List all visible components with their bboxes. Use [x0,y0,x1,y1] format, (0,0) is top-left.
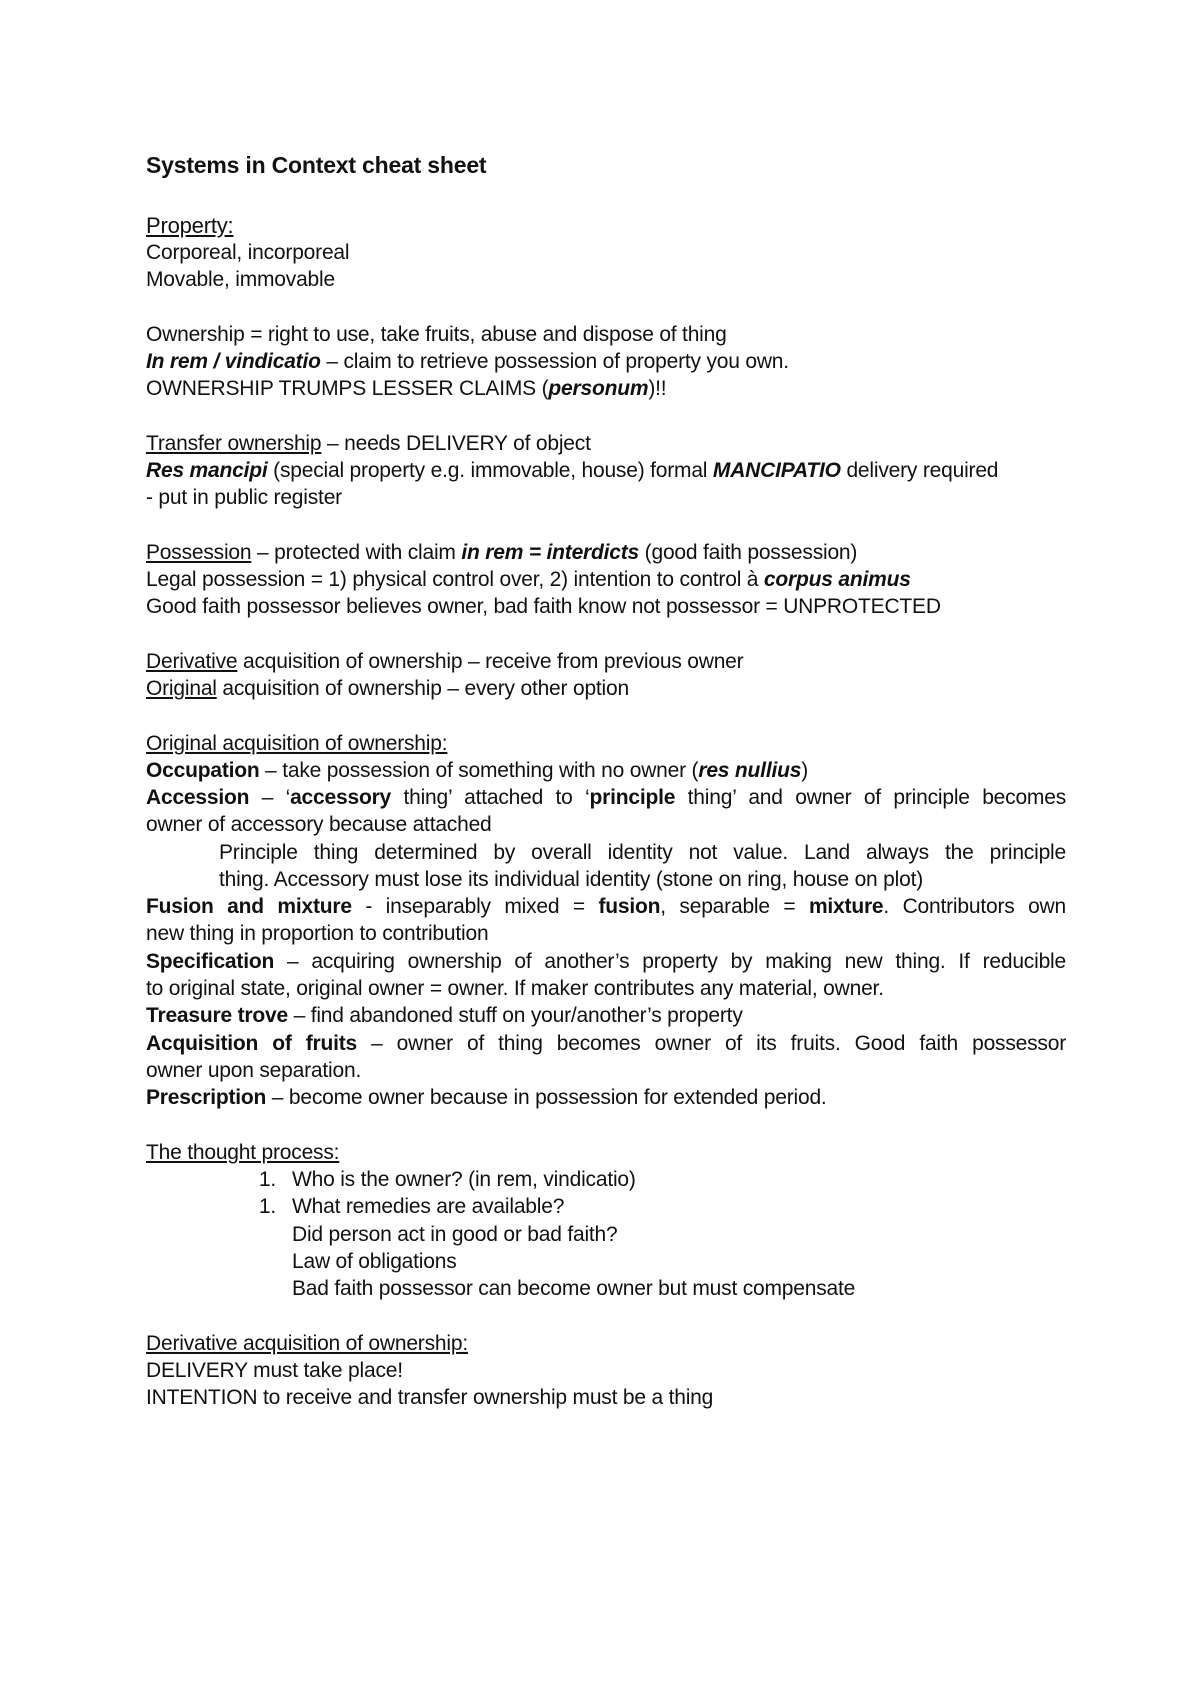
ownership-trumps-line [146,376,1066,402]
term: corpus animus [763,568,911,591]
text: thing’ and owner of principle becomes [675,786,1067,809]
thought-heading: The thought process: [146,1141,340,1164]
original-line [146,676,1066,702]
term: Original [146,677,217,700]
text: OWNERSHIP TRUMPS LESSER CLAIMS ( [146,377,549,400]
property-line: Corporeal, incorporeal [146,241,350,264]
term: Specification [146,950,275,973]
text: – needs DELIVERY of object [321,432,591,455]
text: (special property e.g. immovable, house) formal [267,459,713,482]
derivative-line [146,649,1066,675]
text: – acquiring ownership of another’s property by making new thing. If reducible [274,950,1066,973]
term: Derivative [146,650,238,673]
indented-note: thing. Accessory must lose its individual identity (stone on ring, house on plot) [219,868,924,891]
property-line: Movable, immovable [146,268,335,291]
ownership-definition: Ownership = right to use, take fruits, abuse and dispose of thing [146,323,727,346]
text: . Contributors own [883,895,1066,918]
term: Accession [146,786,250,809]
sub-item: Law of obligations [292,1250,457,1273]
term: accessory [290,786,392,809]
term: Transfer ownership [146,432,322,455]
intention-line: INTENTION to receive and transfer ownership must be a thing [146,1386,714,1409]
text: , separable = [660,895,809,918]
term: Occupation [146,759,260,782]
text: – owner of thing becomes owner of its fruits. Good faith possessor [357,1032,1067,1055]
text: thing’ attached to ‘ [391,786,590,809]
possession-line [146,540,1066,566]
accession-line [146,785,1066,811]
text: – find abandoned stuff on your/another’s property [287,1004,743,1027]
list-number: 1. [258,1168,276,1191]
term: Treasure trove [146,1004,288,1027]
text: (good faith possession) [639,541,858,564]
term: In rem / vindicatio [146,350,321,373]
specification-line-2: to original state, original owner = owner. If maker contributes any material, owner. [146,977,884,1000]
text: Legal possession = 1) physical control over, 2) intention to control à [146,568,764,591]
fruits-line-2: owner upon separation. [146,1059,362,1082]
delivery-line: DELIVERY must take place! [146,1359,403,1382]
list-text: What remedies are available? [292,1195,565,1218]
text: – take possession of something with no owner ( [259,759,699,782]
res-mancipi-line [146,458,1066,484]
text: acquisition of ownership – every other option [216,677,629,700]
register-line: - put in public register [146,486,342,509]
text: acquisition of ownership – receive from previous owner [237,650,744,673]
property-heading: Property: [146,213,234,238]
sub-item: Did person act in good or bad faith? [292,1223,618,1246]
term: Prescription [146,1086,267,1109]
term: Res mancipi [146,459,268,482]
original-heading: Original acquisition of ownership: [146,732,448,755]
prescription-line [146,1085,1066,1111]
accession-line-2: owner of accessory because attached [146,813,492,836]
occupation-line [146,758,1066,784]
term: fusion [598,895,661,918]
indented-note: Principle thing determined by overall identity not value. Land always the principle [219,841,1066,864]
term: MANCIPATIO [712,459,841,482]
term: Fusion and mixture [146,895,352,918]
text: )!! [648,377,667,400]
sub-item: Bad faith possessor can become owner but must compensate [292,1277,856,1300]
transfer-line [146,431,1066,457]
text: delivery required [840,459,999,482]
specification-line [146,949,1066,975]
term: Possession [146,541,252,564]
good-faith-line: Good faith possessor believes owner, bad faith know not possessor = UNPROTECTED [146,595,941,618]
fusion-line [146,894,1066,920]
text: - inseparably mixed = [351,895,599,918]
list-text: Who is the owner? (in rem, vindicatio) [292,1168,636,1191]
text: – claim to retrieve possession of property you own. [320,350,789,373]
text: ) [801,759,808,782]
page-title: Systems in Context cheat sheet [146,152,487,178]
text: – protected with claim [251,541,462,564]
derivative-heading: Derivative acquisition of ownership: [146,1332,468,1355]
text: – ‘ [249,786,291,809]
term: in rem = interdicts [461,541,640,564]
term: personum [548,377,649,400]
fruits-line [146,1031,1066,1057]
term: res nullius [698,759,802,782]
term: Acquisition of fruits [146,1032,358,1055]
term: mixture [808,895,884,918]
fusion-line-2: new thing in proportion to contribution [146,922,489,945]
treasure-line [146,1003,1066,1029]
term: principle [589,786,676,809]
list-number: 1. [258,1195,276,1218]
legal-possession-line [146,567,1066,593]
vindicatio-line [146,349,1066,375]
text: – become owner because in possession for extended period. [266,1086,827,1109]
